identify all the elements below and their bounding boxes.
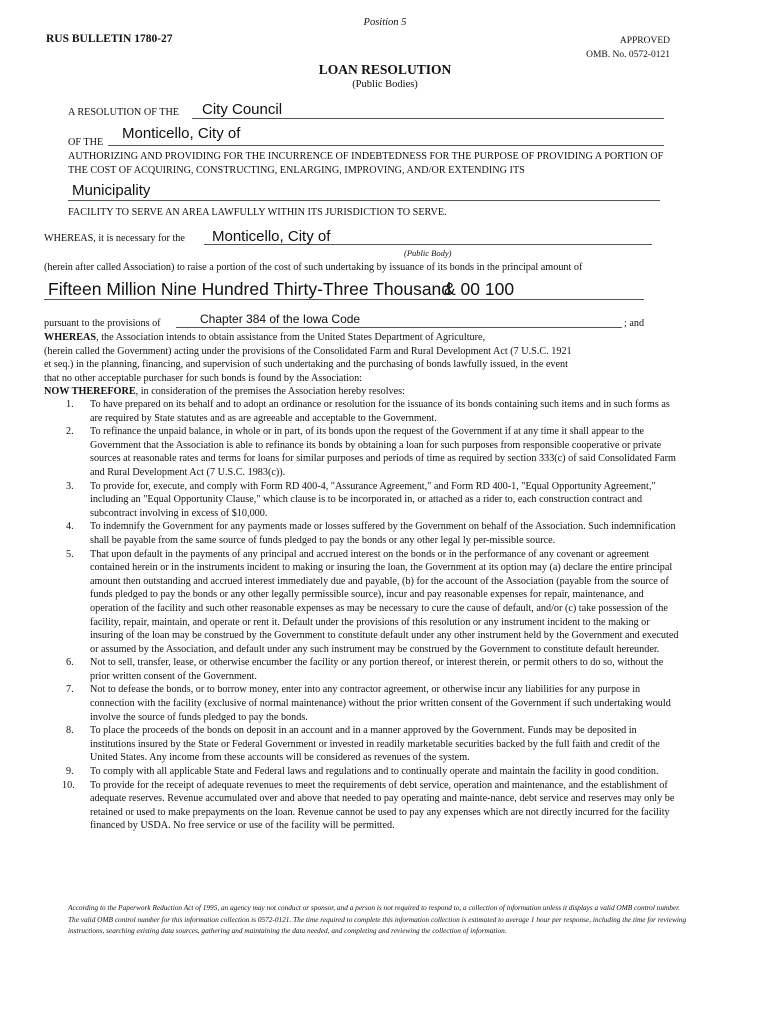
item-number: 4.: [66, 521, 74, 533]
bulletin-label: RUS BULLETIN 1780-27: [46, 33, 173, 45]
approved-label: APPROVED: [619, 36, 670, 46]
list-item: [44, 520, 684, 547]
item-number: 10.: [62, 779, 75, 791]
public-body-caption: (Public Body): [404, 248, 452, 258]
paperwork-notice: According to the Paperwork Reduction Act of 1995, an agency may not conduct or sponsor, and a person is not required to respond to, a collection of information unless it displays a valid OMB control number. The valid OMB control number for this information collection is 0572-0121. The time required to complete this information collection is estimated to average 1 hour per response, including the time for reviewing instructions, searching existing data sources, gathering and maintaining the data needed, and completing and reviewing the collection of information.: [68, 903, 687, 935]
resolution-of-underline: [192, 118, 664, 119]
list-item: [44, 779, 684, 833]
whereas-line-4: that no other acceptable purchaser for such bonds is found by the Association:: [44, 372, 362, 384]
of-the-label: OF THE: [68, 137, 104, 148]
item-text: To comply with all applicable State and Federal laws and regulations and to continually operate and maintain the facility in good condition.: [90, 766, 659, 778]
list-item: [44, 683, 684, 724]
of-the-underline: [108, 145, 664, 146]
pursuant-label: pursuant to the provisions of: [44, 318, 161, 329]
public-body-field[interactable]: Monticello, City of: [212, 228, 331, 245]
list-item: [44, 398, 684, 425]
item-text: To provide for the receipt of adequate revenues to meet the requirements of debt service, operation and maintenance, and the establishment of adequate reserves. Revenue accumulated over and above that needed to pay operating and mainte-nance, debt service and reserves may only be retained or used to make prepayments on the loan. Revenue cannot be used to pay any expenses which are not directly incurred for the facility financed by USDA. No free service or use of the facility will be permitted.: [90, 779, 675, 832]
public-body-underline: [204, 244, 652, 245]
item-text: To indemnify the Government for any payments made or losses suffered by the Government on behalf of the Association. Such indemnification shall be payable from the same source of funds pledged to pay the bonds or any other legal ly per-missible source.: [90, 521, 676, 546]
list-item: [44, 765, 684, 779]
whereas-label: WHEREAS, it is necessary for the: [44, 233, 185, 244]
item-number: 6.: [66, 657, 74, 669]
principal-amount-field[interactable]: Fifteen Million Nine Hundred Thirty-Three Thousand: [48, 279, 452, 299]
list-item: [44, 656, 684, 683]
document-title: LOAN RESOLUTION: [318, 62, 452, 77]
whereas-paragraph: [44, 331, 572, 399]
resolution-of-field[interactable]: City Council: [202, 101, 283, 118]
herein-text: (herein after called Association) to raise a portion of the cost of such undertaking by issuance of its bonds in the principal amount of: [44, 262, 583, 273]
list-item: [44, 480, 684, 521]
principal-cents-field[interactable]: & 00 100: [444, 279, 515, 299]
item-number: 1.: [66, 399, 74, 410]
amount-underline: [44, 299, 644, 300]
item-text: To provide for, execute, and comply with Form RD 400-4, "Assurance Agreement," and Form RD 400-1, "Equal Opportunity Agreement," including an "Equal Opportunity Clause," which clause is to be incorporated in, or attached as a rider to, each construction contract and subcontract involving in excess of $10,000.: [90, 480, 656, 519]
facility-field[interactable]: Municipality: [72, 182, 151, 199]
pursuant-underline: [176, 327, 622, 328]
document-subtitle: (Public Bodies): [352, 79, 418, 90]
pursuant-end: ; and: [624, 318, 645, 329]
pursuant-field[interactable]: Chapter 384 of the Iowa Code: [200, 312, 361, 326]
list-item: [44, 724, 684, 765]
item-text: That upon default in the payments of any principal and accrued interest on the bonds or in the performance of any covenant or agreement contained herein or in the instruments incident to making or insuring the loan, the Government at its option may (a) declare the entire principal amount then outstanding and accrued interest immediately due and payable, (b) for the account of the Association (payable from the source of funds pledged to pay the bonds or any other legally permissible source), incur and pay reasonable expenses for repair, maintenance, and operation of the facility and such other reasonable expenses as may be necessary to cure the cause of default, and/or (c) take possession of the facility, repair, maintain, and operate or rent it. Default under the provisions of this resolution or any instrument incident to the making or insuring of the loan may be construed by the Government to constitute default under any other instrument held by the Government and executed or assumed by the Association, and default under any such instrument may be construed by the Government to constitute default hereunder.: [90, 548, 679, 655]
list-item: [44, 548, 684, 657]
list-item: [44, 425, 684, 479]
item-number: 5.: [66, 548, 74, 560]
item-number: 7.: [66, 684, 74, 696]
item-text: To place the proceeds of the bonds on deposit in an account and in a manner approved by the Government. Funds may be deposited in institutions insured by the State or Federal Government or invested in readily marketable securities backed by the full faith and credit of the United States. Any income from these accounts will be considered as revenues of the system.: [90, 725, 660, 764]
item-number: 3.: [66, 480, 74, 492]
whereas-bold: WHEREAS: [44, 332, 97, 343]
item-text: To have prepared on its behalf and to adopt an ordinance or resolution for the issuance of its bonds containing such items and in such forms as are required by State statutes and as are agreeable and acceptable to the Government.: [90, 399, 670, 424]
now-therefore-text: , in consideration of the premises the Association hereby resolves:: [135, 386, 405, 398]
resolution-of-label: A RESOLUTION OF THE: [68, 107, 180, 118]
of-the-field[interactable]: Monticello, City of: [122, 125, 241, 142]
item-text: Not to defease the bonds, or to borrow money, enter into any contractor agreement, or otherwise incur any liabilities for any purpose in connection with the facility (exclusive of normal maintenance) without the prior written consent of the Government if such undertaking would involve the source of funds pledged to pay the bonds.: [90, 684, 671, 723]
whereas-line-2: (herein called the Government) acting under the provisions of the Consolidated Farm and Rural Development Act (7 U.S.C. 1921: [44, 345, 572, 357]
item-text: Not to sell, transfer, lease, or otherwise encumber the facility or any portion thereof, or interest therein, or permit others to do so, without the prior written consent of the Government.: [90, 657, 664, 682]
now-therefore-bold: NOW THEREFORE: [44, 386, 136, 398]
whereas-text: , the Association intends to obtain assistance from the United States Department of Agriculture,: [96, 332, 486, 343]
item-text: To refinance the unpaid balance, in whole or in part, of its bonds upon the request of the Government if at any time it shall appear to the Government that the Association is able to refinance its bonds by obtaining a loan for such purposes from responsible cooperative or private sources at reasonable rates and terms for loans for similar purposes and periods of time as required by section 333(c) of said Consolidated Farm and Rural Development Act (7 U.S.C. 1983(c)).: [90, 426, 676, 478]
position-label: Position 5: [363, 17, 407, 28]
item-number: 9.: [66, 766, 74, 778]
facility-underline: [68, 200, 660, 201]
whereas-line-3: et seq.) in the planning, financing, and supervision of such undertaking and the purchasing of bonds lawfully issued, in the event: [44, 359, 568, 371]
item-number: 2.: [66, 426, 74, 438]
resolutions-list: [44, 398, 684, 833]
omb-number: OMB. No. 0572-0121: [586, 50, 670, 60]
facility-text: FACILITY TO SERVE AN AREA LAWFULLY WITHIN ITS JURISDICTION TO SERVE.: [68, 207, 447, 218]
authorizing-text: AUTHORIZING AND PROVIDING FOR THE INCURRENCE OF INDEBTEDNESS FOR THE PURPOSE OF PROVIDING A PORTION OF THE COST OF ACQUIRING, CONSTRUCTING, ENLARGING, IMPROVING, AND/OR EXTENDING ITS: [68, 151, 664, 176]
item-number: 8.: [66, 725, 74, 737]
